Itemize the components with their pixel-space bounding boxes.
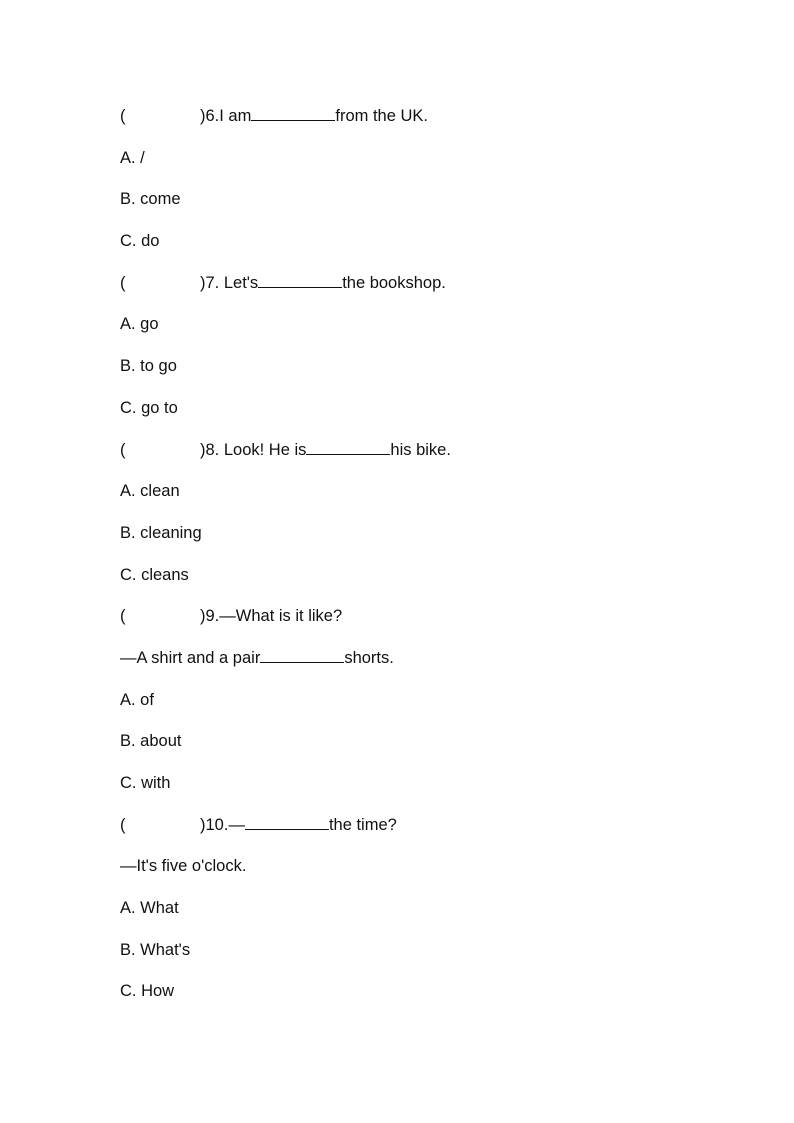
- answer-bracket[interactable]: (: [120, 440, 126, 459]
- option-b: B. to go: [120, 357, 177, 376]
- question-8-stem: ( )8. Look! He is his bike.: [120, 440, 451, 459]
- worksheet: [120, 105, 680, 1022]
- fill-in-blank[interactable]: [245, 815, 329, 830]
- question-text-after: from the UK.: [335, 107, 428, 125]
- fill-in-blank[interactable]: [306, 440, 390, 455]
- fill-in-blank[interactable]: [251, 106, 335, 121]
- fill-in-blank[interactable]: [258, 273, 342, 288]
- option-a: A. What: [120, 899, 179, 918]
- question-number: 7.: [205, 273, 220, 292]
- option-a: A. of: [120, 690, 154, 709]
- question-6-stem: ( )6.I am from the UK.: [120, 107, 428, 125]
- option-c: C. go to: [120, 398, 178, 417]
- question-10-stem: ( )10.— the time?: [120, 815, 397, 834]
- answer-bracket[interactable]: (: [120, 273, 126, 292]
- option-b: B. What's: [120, 940, 191, 959]
- question-number: 8.: [205, 440, 220, 459]
- reply-text-before: —A shirt and a pair: [120, 648, 261, 667]
- question-text-before: —: [228, 815, 245, 834]
- question-number: 10.: [205, 815, 229, 834]
- question-text-before: Let's: [219, 273, 259, 292]
- question-text-after: his bike.: [390, 440, 451, 459]
- option-a: A. /: [120, 148, 145, 167]
- option-c: C. cleans: [120, 565, 189, 584]
- option-b: B. about: [120, 732, 182, 751]
- question-9-reply: [120, 647, 680, 689]
- question-text-before: I am: [219, 107, 252, 125]
- question-text-after: the bookshop.: [342, 273, 446, 292]
- answer-bracket[interactable]: (: [120, 815, 126, 834]
- question-text-after: the time?: [328, 815, 397, 834]
- fill-in-blank[interactable]: [260, 648, 344, 663]
- question-text-before: Look! He is: [219, 440, 307, 459]
- option-a: A. go: [120, 315, 159, 334]
- question-number: 6.: [205, 107, 220, 125]
- reply-text-after: shorts.: [344, 648, 394, 667]
- option-c: C. How: [120, 982, 175, 1001]
- question-10-reply: —It's five o'clock.: [120, 857, 247, 876]
- option-c: C. with: [120, 774, 171, 792]
- question-9-stem: ( )9.—What is it like?: [120, 607, 343, 626]
- answer-bracket[interactable]: (: [120, 607, 126, 626]
- answer-bracket[interactable]: (: [120, 107, 126, 125]
- option-c: C. do: [120, 232, 160, 251]
- question-text: —What is it like?: [219, 607, 343, 626]
- option-b: B. come: [120, 190, 181, 209]
- option-a: A. clean: [120, 482, 180, 501]
- question-7-stem: ( )7. Let's the bookshop.: [120, 273, 446, 292]
- question-number: 9.: [205, 607, 220, 626]
- option-b: B. cleaning: [120, 523, 202, 542]
